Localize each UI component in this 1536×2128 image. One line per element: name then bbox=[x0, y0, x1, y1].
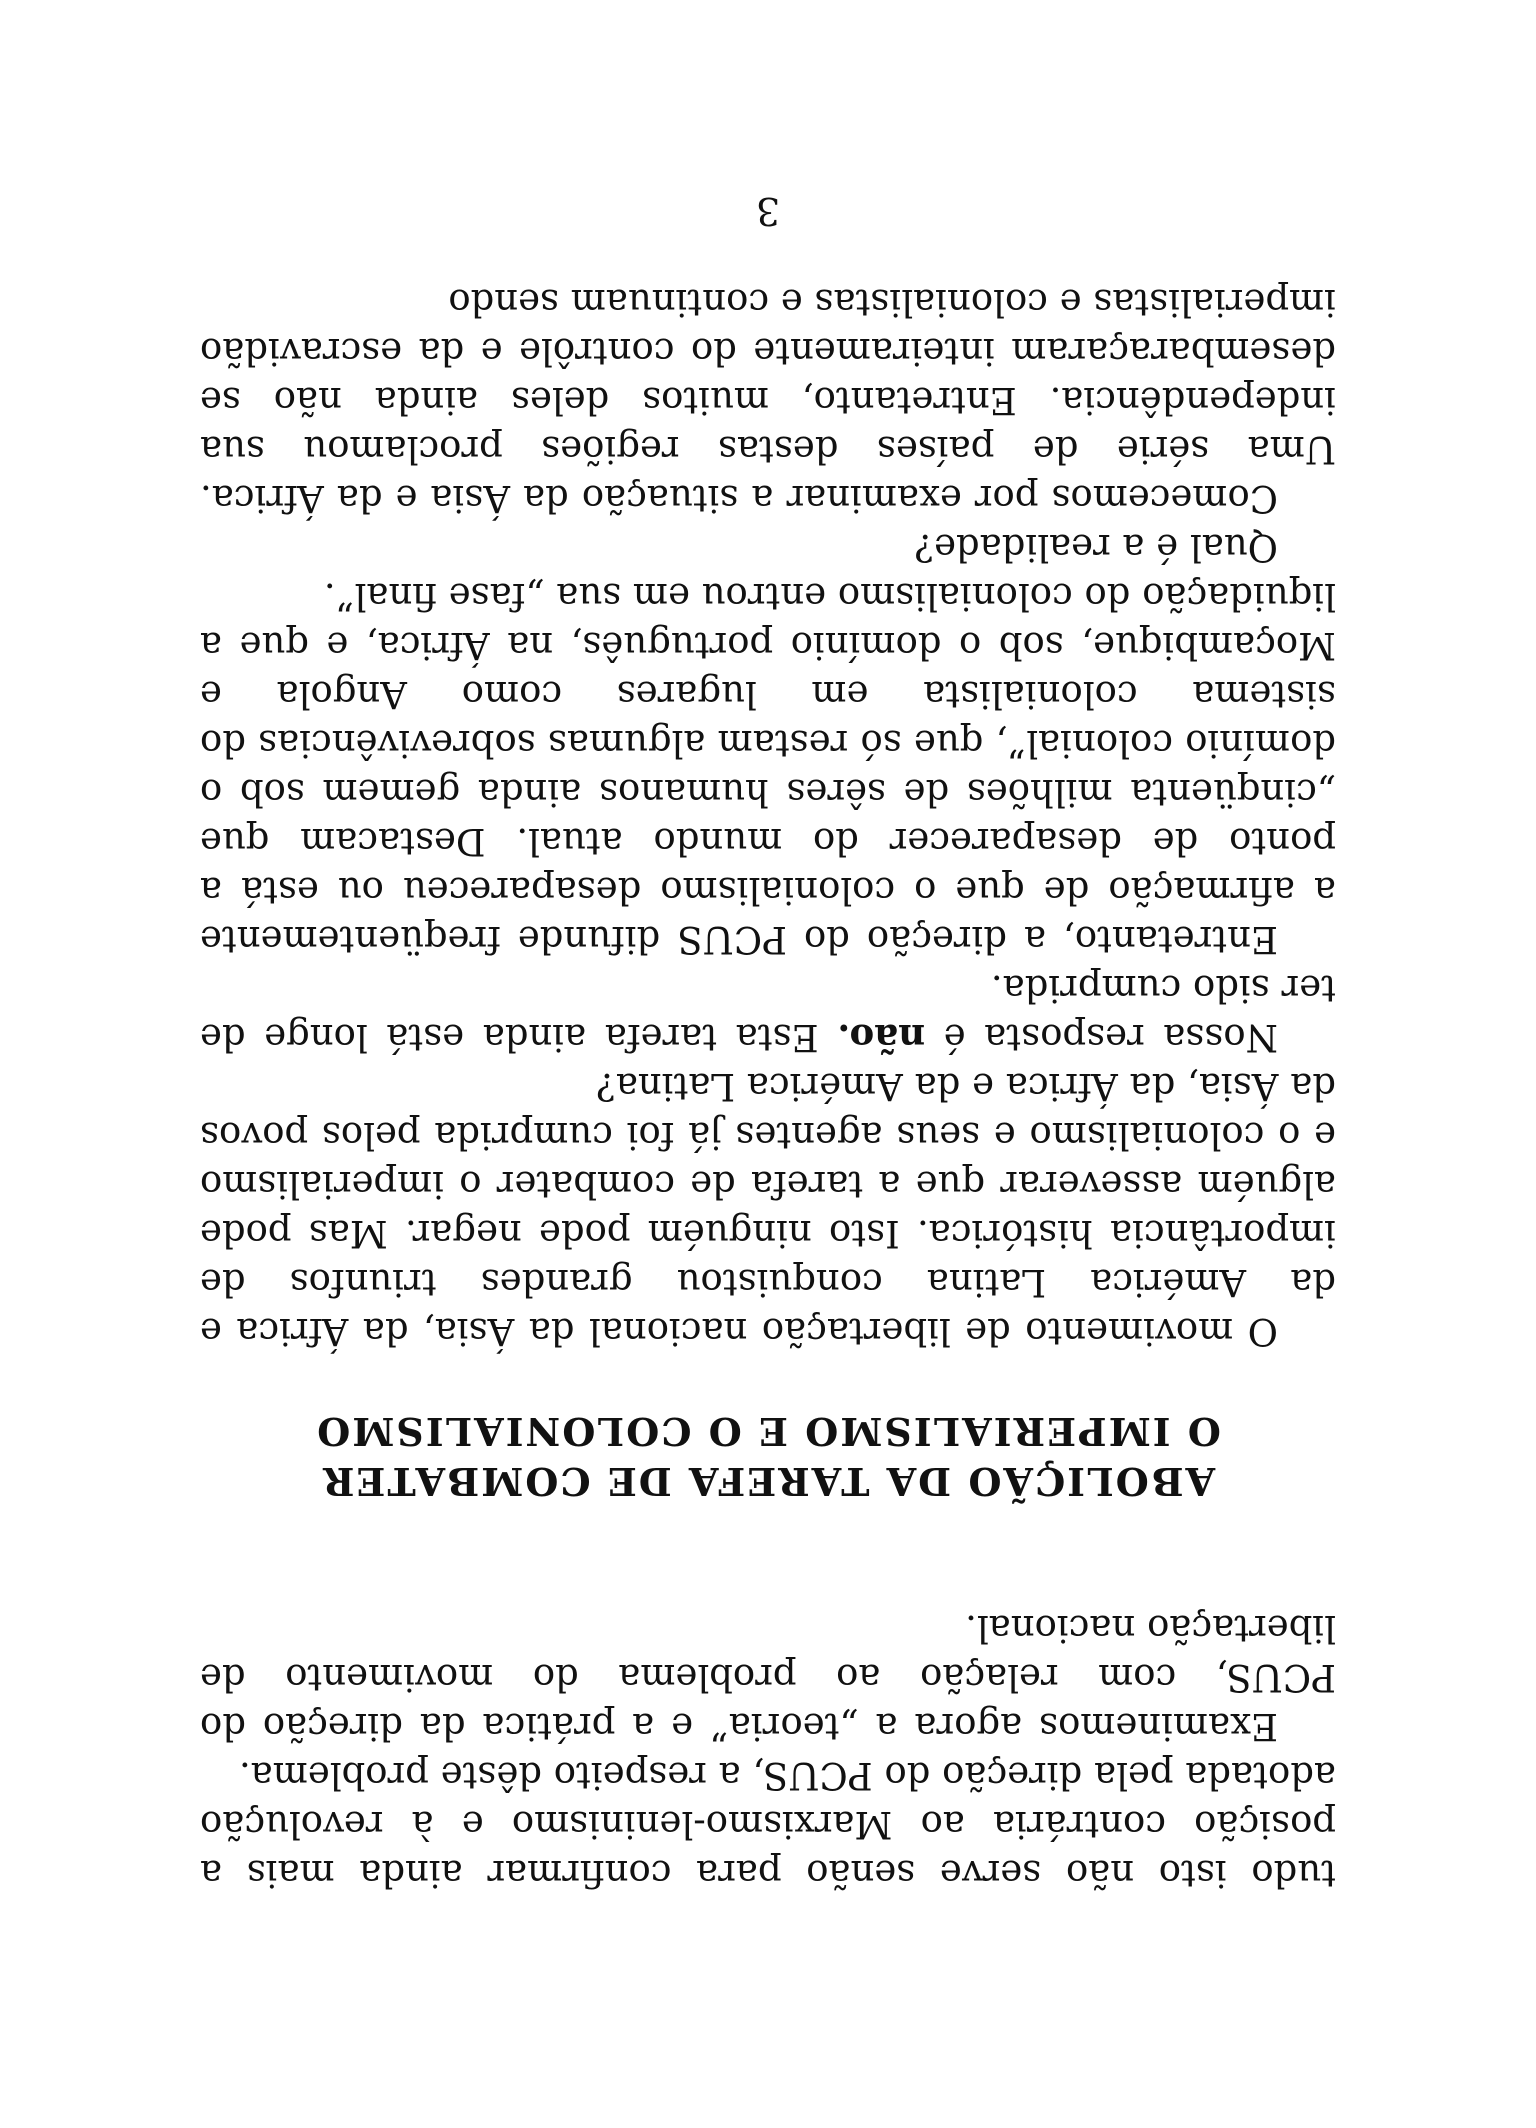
heading-line-2: O IMPERIALISMO E O COLONIALISMO bbox=[315, 1409, 1221, 1454]
paragraph-examinemos: Examinemos agora a „teoria” e a prática da direção do PCUS, com relação ao problema do movimento de libertação nacional. bbox=[200, 1607, 1336, 1748]
paragraph-nossa-resposta-end: Esta tarefa ainda está longe de ter sido cumprida. bbox=[200, 967, 1336, 1059]
heading-line-1: ABOLIÇÃO DA TAREFA DE COMBATER bbox=[320, 1459, 1216, 1504]
paragraph-entretanto: Entretanto, a direção do PCUS difunde freqüentemente a afirmação de que o colonialismo desapareceu ou está a ponto de desaparecer do mundo atual. Destacam que „cinqüenta milhões de sêres humanos ainda gemem sob o domínio colonial”, que só restam algumas sobrevivências do sistema colonialista em lugares como Angola e Moçambique, sob o domínio português, na África, e que a liquidação do colonialismo entrou em sua „fase final”. bbox=[200, 575, 1336, 961]
paragraph-nossa-resposta-start: Nossa resposta é bbox=[925, 1016, 1278, 1059]
paragraph-continuation: tudo isto não serve senão para confirmar ainda mais a posição contrária ao Marxismo-leninismo e à revolução adotada pela direção do PCUS, a respeito dêste problema. bbox=[200, 1754, 1336, 1895]
emphasis-nao: não. bbox=[837, 1016, 926, 1060]
page-number: 3 bbox=[755, 189, 781, 233]
paragraph-qual-realidade: Qual é a realidade? bbox=[914, 526, 1278, 569]
text-block bbox=[200, 278, 1336, 1898]
paragraph-comecemos: Comecemos por examinar a situação da Ásia e da África. Uma série de países destas regiões proclamou sua independência. Entretanto, muitos deles ainda não se desembaraçaram inteiramente do contrôle e da escravidão imperialistas e colonialistas e continuam sendo bbox=[200, 281, 1336, 520]
paragraph-nossa-resposta bbox=[200, 964, 1336, 1062]
section-heading bbox=[200, 1406, 1336, 1506]
paragraph-movimento: O movimento de libertação nacional da Ásia, da África e da América Latina conquistou grandes triunfos de importância histórica. Isto ninguém pode negar. Mas pode alguém asseverar que a tarefa de combater o imperialismo e o colonialismo e seus agentes já foi cumprida pelos povos da Ásia, da África e da América Latina? bbox=[200, 1065, 1336, 1353]
